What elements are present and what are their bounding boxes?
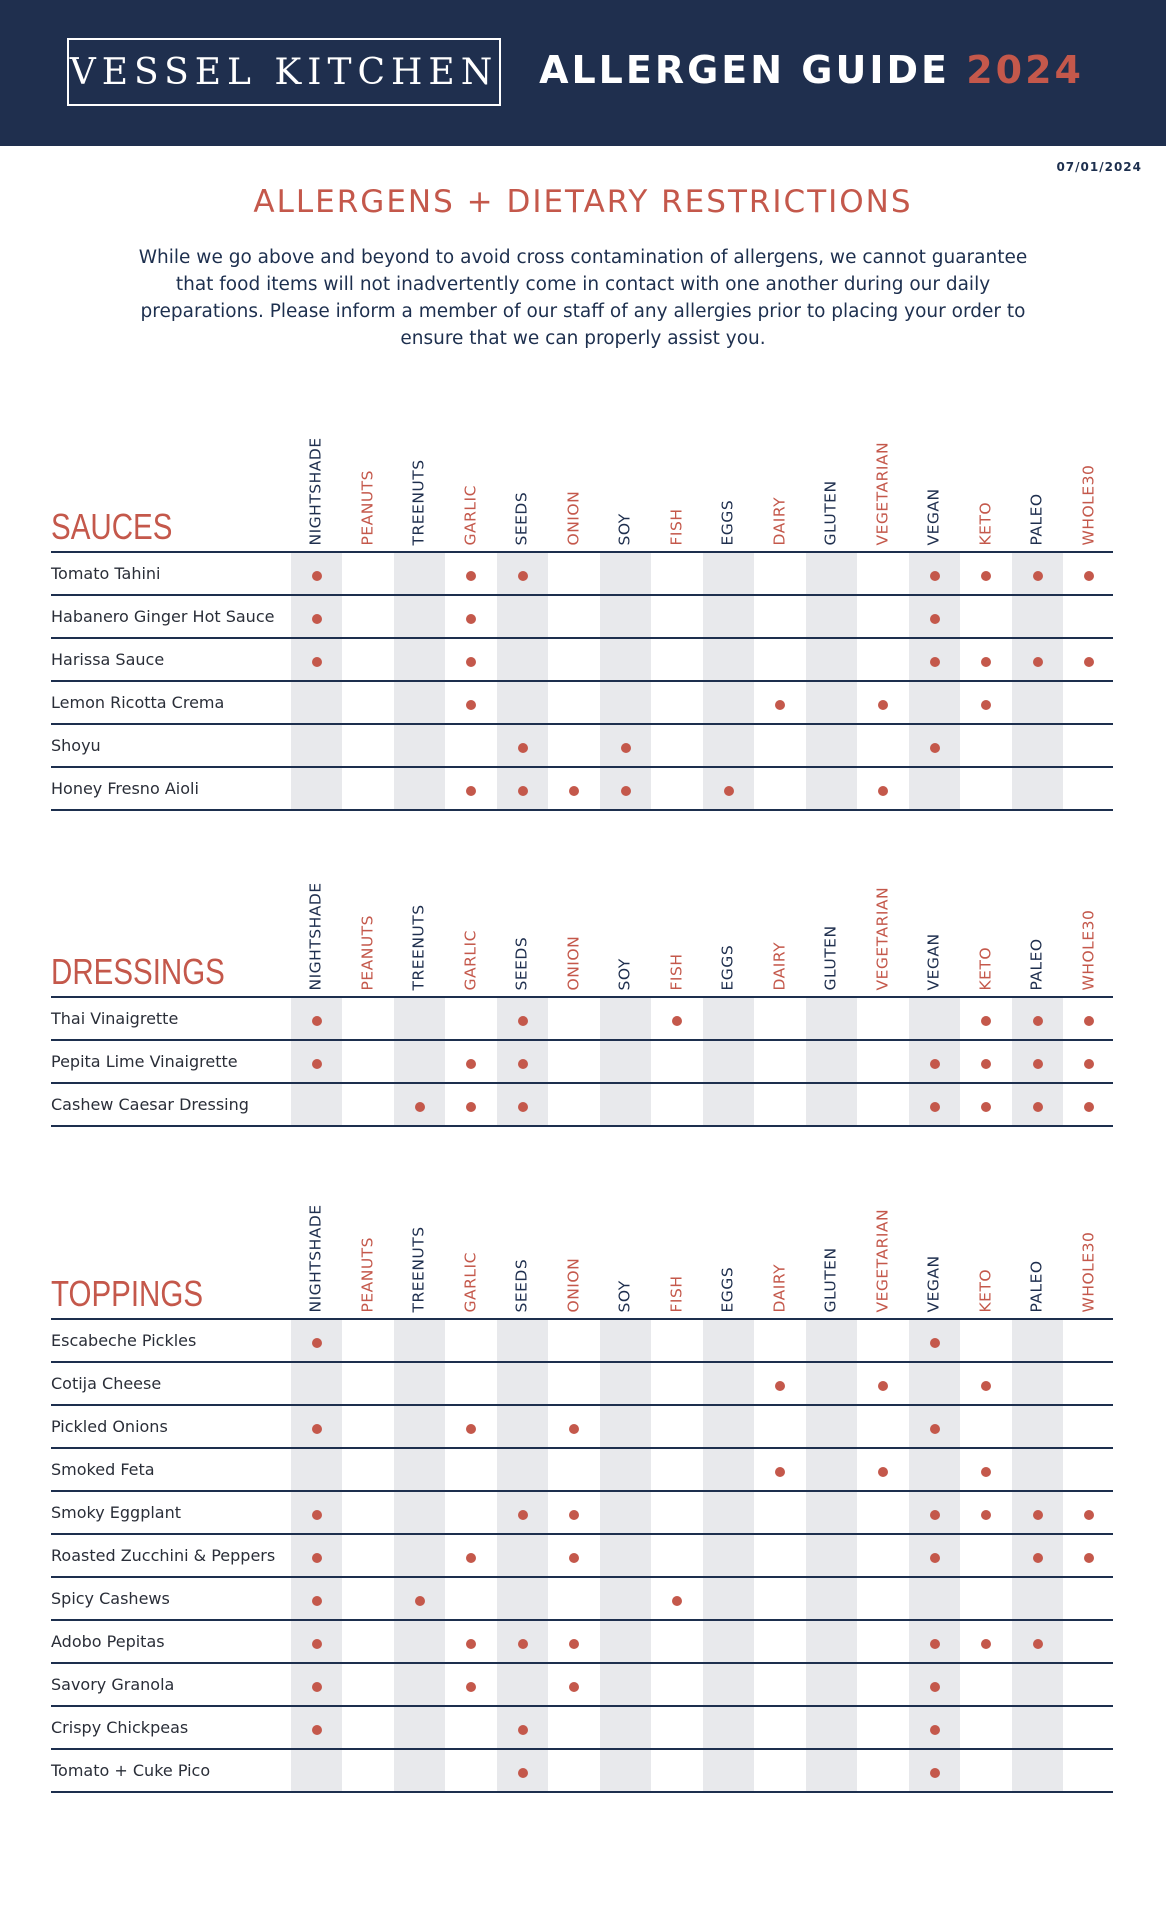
allergen-mark: [312, 1682, 322, 1692]
column-header-label: VEGETARIAN: [873, 1208, 891, 1312]
allergen-mark: [1084, 571, 1094, 581]
column-header-label: KETO: [976, 501, 994, 545]
column-header: [961, 415, 1012, 545]
table-row-label: Escabeche Pickles: [51, 1331, 197, 1350]
allergen-mark: [466, 571, 476, 581]
column-header-label: PALEO: [1027, 937, 1046, 990]
allergen-mark: [1033, 1102, 1043, 1112]
column-band: [806, 1320, 857, 1793]
table-row-label: Savory Granola: [51, 1675, 175, 1694]
column-header-label: KETO: [976, 946, 994, 990]
allergen-mark: [1033, 1510, 1043, 1520]
allergen-mark: [930, 1682, 940, 1692]
column-header: [703, 415, 754, 545]
allergen-mark: [672, 1016, 682, 1026]
column-header: [858, 415, 909, 545]
allergen-mark: [878, 786, 888, 796]
column-header: [446, 860, 497, 990]
column-header-label: GARLIC: [461, 929, 479, 990]
allergen-mark: [466, 657, 476, 667]
column-header: [497, 1182, 548, 1312]
column-header: [909, 860, 960, 990]
column-header: [549, 1182, 600, 1312]
allergen-mark: [466, 700, 476, 710]
intro-paragraph: While we go above and beyond to avoid cross contamination of allergens, we cannot guarantee that food items will not inadvertently come in contact with one another during our daily preparations. Please inform a member of our staff of any allergies prior to placing your order to ensure that we can properly assist you.: [138, 247, 1028, 349]
allergen-mark: [466, 1059, 476, 1069]
allergen-mark: [981, 1639, 991, 1649]
column-header: [446, 415, 497, 545]
table-row-label: Shoyu: [51, 736, 101, 755]
allergen-mark: [930, 1510, 940, 1520]
section-header-rule: [51, 1318, 1113, 1320]
table-row-divider: [51, 1576, 1113, 1578]
column-header: [600, 860, 651, 990]
allergen-mark: [621, 786, 631, 796]
table-row-divider: [51, 1662, 1113, 1664]
column-header: [1012, 1182, 1063, 1312]
column-header: [806, 1182, 857, 1312]
guide-title-text: ALLERGEN GUIDE: [539, 48, 950, 92]
column-header: [549, 860, 600, 990]
column-header: [343, 415, 394, 545]
allergen-mark: [930, 1553, 940, 1563]
table-row-label: Lemon Ricotta Crema: [51, 693, 225, 712]
column-header-label: GLUTEN: [821, 479, 840, 545]
allergen-mark: [930, 1338, 940, 1348]
allergen-mark: [466, 614, 476, 624]
column-band: [600, 1320, 651, 1793]
allergen-mark: [415, 1596, 425, 1606]
allergen-mark: [312, 1059, 322, 1069]
table-row-label: Adobo Pepitas: [51, 1632, 165, 1651]
column-header: [394, 415, 445, 545]
allergen-mark: [466, 786, 476, 796]
column-header-label: WHOLE30: [1079, 909, 1097, 990]
allergen-mark: [930, 1424, 940, 1434]
table-row-divider: [51, 1748, 1113, 1750]
allergen-mark: [775, 1467, 785, 1477]
table-row-divider: [51, 637, 1113, 639]
allergen-mark: [930, 1768, 940, 1778]
column-header-label: PALEO: [1027, 492, 1046, 545]
allergen-mark: [466, 1424, 476, 1434]
allergen-mark: [981, 1016, 991, 1026]
column-band: [497, 553, 548, 811]
column-header-label: SEEDS: [512, 1258, 531, 1312]
brand-logo: VESSEL KITCHEN: [67, 38, 501, 106]
allergen-mark: [878, 1381, 888, 1391]
column-header-label: TREENUTS: [409, 903, 428, 990]
column-header-label: GARLIC: [461, 484, 479, 545]
table-row-label: Harissa Sauce: [51, 650, 165, 669]
table-row-label: Tomato + Cuke Pico: [51, 1761, 211, 1780]
allergen-mark: [518, 1725, 528, 1735]
allergen-mark: [518, 571, 528, 581]
column-header-label: VEGETARIAN: [873, 886, 891, 990]
allergen-mark: [518, 1510, 528, 1520]
table-row-label: Honey Fresno Aioli: [51, 779, 199, 798]
column-header-label: GLUTEN: [821, 1246, 840, 1312]
table-row-label: Crispy Chickpeas: [51, 1718, 189, 1737]
allergen-mark: [1033, 1059, 1043, 1069]
table-row-label: Cotija Cheese: [51, 1374, 162, 1393]
table-row-divider: [51, 1533, 1113, 1535]
allergen-mark: [930, 743, 940, 753]
column-band: [703, 553, 754, 811]
column-header: [343, 1182, 394, 1312]
table-row-divider: [51, 1125, 1113, 1127]
allergen-mark: [569, 1424, 579, 1434]
column-header-label: NIGHTSHADE: [306, 881, 325, 990]
table-row-divider: [51, 766, 1113, 768]
allergen-mark: [569, 1639, 579, 1649]
allergen-mark: [569, 1553, 579, 1563]
allergen-mark: [466, 1553, 476, 1563]
column-header: [394, 860, 445, 990]
column-header: [291, 860, 342, 990]
column-header: [394, 1182, 445, 1312]
allergen-mark: [981, 1102, 991, 1112]
column-header: [806, 860, 857, 990]
table-row-divider: [51, 1791, 1113, 1793]
column-header-label: FISH: [667, 508, 685, 545]
column-header: [909, 1182, 960, 1312]
column-header: [1012, 415, 1063, 545]
column-header-label: VEGETARIAN: [873, 441, 891, 545]
allergen-mark: [312, 1639, 322, 1649]
column-header: [858, 860, 909, 990]
allergen-mark: [518, 1059, 528, 1069]
column-header: [652, 415, 703, 545]
allergen-mark: [1084, 657, 1094, 667]
column-header: [703, 860, 754, 990]
allergen-mark: [518, 743, 528, 753]
column-header: [1064, 860, 1115, 990]
allergen-mark: [981, 1381, 991, 1391]
allergen-mark: [775, 700, 785, 710]
table-row-divider: [51, 594, 1113, 596]
table-row-divider: [51, 1404, 1113, 1406]
column-header-label: EGGS: [718, 499, 737, 545]
allergen-mark: [981, 657, 991, 667]
table-row-divider: [51, 1705, 1113, 1707]
table-row-divider: [51, 809, 1113, 811]
column-header-label: PALEO: [1027, 1259, 1046, 1312]
allergen-mark: [981, 1059, 991, 1069]
allergen-mark: [312, 1424, 322, 1434]
allergen-mark: [981, 1510, 991, 1520]
column-header-label: WHOLE30: [1079, 1231, 1097, 1312]
column-header: [343, 860, 394, 990]
allergen-mark: [930, 657, 940, 667]
column-header-label: NIGHTSHADE: [306, 436, 325, 545]
allergen-mark: [466, 1682, 476, 1692]
allergen-mark: [312, 1510, 322, 1520]
section-title: DRESSINGS: [51, 951, 225, 992]
allergen-mark: [466, 1639, 476, 1649]
column-header: [600, 415, 651, 545]
column-band: [600, 553, 651, 811]
column-header: [961, 1182, 1012, 1312]
allergen-mark: [518, 1102, 528, 1112]
table-row-divider: [51, 723, 1113, 725]
allergen-mark: [312, 1338, 322, 1348]
column-header: [1064, 1182, 1115, 1312]
column-band: [806, 998, 857, 1127]
table-row-label: Tomato Tahini: [51, 564, 161, 583]
table-row-divider: [51, 1082, 1113, 1084]
table-row-label: Pepita Lime Vinaigrette: [51, 1052, 238, 1071]
column-header-label: VEGAN: [924, 487, 943, 545]
allergen-mark: [518, 1016, 528, 1026]
table-row-label: Habanero Ginger Hot Sauce: [51, 607, 275, 626]
column-header: [497, 860, 548, 990]
column-header-label: FISH: [667, 953, 685, 990]
column-header: [600, 1182, 651, 1312]
allergen-mark: [621, 743, 631, 753]
allergen-mark: [1084, 1510, 1094, 1520]
allergen-mark: [930, 1725, 940, 1735]
allergen-mark: [981, 700, 991, 710]
column-header: [291, 415, 342, 545]
allergen-mark: [518, 786, 528, 796]
column-header-label: VEGAN: [924, 932, 943, 990]
allergen-mark: [930, 614, 940, 624]
column-header-label: DAIRY: [770, 941, 788, 990]
column-header-label: SOY: [615, 957, 634, 990]
allergen-mark: [1033, 1553, 1043, 1563]
allergen-mark: [878, 700, 888, 710]
column-band: [497, 1320, 548, 1793]
column-header: [1012, 860, 1063, 990]
page-heading: ALLERGENS + DIETARY RESTRICTIONS: [253, 184, 913, 220]
column-band: [291, 553, 342, 811]
table-row-label: Pickled Onions: [51, 1417, 168, 1436]
column-header-label: GARLIC: [461, 1251, 479, 1312]
allergen-mark: [312, 657, 322, 667]
column-header: [1064, 415, 1115, 545]
table-row-divider: [51, 680, 1113, 682]
column-header-label: PEANUTS: [358, 469, 376, 545]
allergen-mark: [930, 1102, 940, 1112]
allergen-mark: [1084, 1016, 1094, 1026]
section-header-rule: [51, 996, 1113, 998]
column-band: [394, 1320, 445, 1793]
allergen-mark: [518, 1768, 528, 1778]
allergen-mark: [1033, 657, 1043, 667]
column-header: [497, 415, 548, 545]
column-header-label: DAIRY: [770, 496, 788, 545]
column-header-label: TREENUTS: [409, 458, 428, 545]
allergen-mark: [930, 571, 940, 581]
column-header: [909, 415, 960, 545]
allergen-mark: [1033, 1639, 1043, 1649]
column-header: [703, 1182, 754, 1312]
column-header-label: SOY: [615, 512, 634, 545]
column-header-label: SEEDS: [512, 491, 531, 545]
allergen-mark: [415, 1102, 425, 1112]
allergen-mark: [724, 786, 734, 796]
column-header: [858, 1182, 909, 1312]
allergen-mark: [672, 1596, 682, 1606]
column-header-label: ONION: [564, 490, 582, 545]
column-header: [446, 1182, 497, 1312]
table-row-divider: [51, 1619, 1113, 1621]
column-header-label: EGGS: [718, 944, 737, 990]
column-band: [600, 998, 651, 1127]
table-row-label: Smoked Feta: [51, 1460, 155, 1479]
column-header-label: ONION: [564, 935, 582, 990]
allergen-mark: [569, 1510, 579, 1520]
table-row-label: Thai Vinaigrette: [51, 1009, 179, 1028]
section-title: SAUCES: [51, 506, 173, 547]
allergen-mark: [569, 786, 579, 796]
column-header-label: GLUTEN: [821, 924, 840, 990]
issue-date: 07/01/2024: [1056, 160, 1142, 174]
column-band: [703, 998, 754, 1127]
allergen-mark: [1084, 1553, 1094, 1563]
table-row-label: Spicy Cashews: [51, 1589, 170, 1608]
allergen-mark: [981, 1467, 991, 1477]
allergen-mark: [1084, 1059, 1094, 1069]
column-header-label: WHOLE30: [1079, 464, 1097, 545]
table-row-label: Roasted Zucchini & Peppers: [51, 1546, 276, 1565]
allergen-mark: [518, 1639, 528, 1649]
allergen-mark: [1033, 1016, 1043, 1026]
table-row-divider: [51, 1361, 1113, 1363]
column-header-label: NIGHTSHADE: [306, 1203, 325, 1312]
column-band: [806, 553, 857, 811]
column-header: [806, 415, 857, 545]
allergen-mark: [312, 1725, 322, 1735]
allergen-mark: [1084, 1102, 1094, 1112]
column-header-label: EGGS: [718, 1266, 737, 1312]
column-band: [394, 553, 445, 811]
column-header-label: KETO: [976, 1268, 994, 1312]
allergen-mark: [930, 1059, 940, 1069]
allergen-mark: [312, 1596, 322, 1606]
column-header-label: DAIRY: [770, 1263, 788, 1312]
column-header: [652, 1182, 703, 1312]
column-header: [755, 860, 806, 990]
table-row-divider: [51, 1447, 1113, 1449]
guide-year: 2024: [966, 48, 1084, 92]
allergen-mark: [312, 1553, 322, 1563]
column-header: [291, 1182, 342, 1312]
column-band: [909, 553, 960, 811]
column-band: [703, 1320, 754, 1793]
allergen-mark: [312, 1016, 322, 1026]
table-row-label: Cashew Caesar Dressing: [51, 1095, 249, 1114]
allergen-mark: [312, 571, 322, 581]
column-header-label: SEEDS: [512, 936, 531, 990]
allergen-mark: [981, 571, 991, 581]
column-header: [961, 860, 1012, 990]
allergen-mark: [775, 1381, 785, 1391]
column-header-label: PEANUTS: [358, 914, 376, 990]
table-row-divider: [51, 1490, 1113, 1492]
column-header: [755, 1182, 806, 1312]
column-header: [755, 415, 806, 545]
column-header-label: FISH: [667, 1275, 685, 1312]
column-header-label: TREENUTS: [409, 1225, 428, 1312]
column-header-label: VEGAN: [924, 1254, 943, 1312]
column-header: [549, 415, 600, 545]
table-row-label: Smoky Eggplant: [51, 1503, 182, 1522]
allergen-mark: [1033, 571, 1043, 581]
table-row-divider: [51, 1039, 1113, 1041]
allergen-mark: [930, 1639, 940, 1649]
column-header: [652, 860, 703, 990]
column-header-label: PEANUTS: [358, 1236, 376, 1312]
section-header-rule: [51, 551, 1113, 553]
allergen-mark: [312, 614, 322, 624]
column-header-label: SOY: [615, 1279, 634, 1312]
allergen-mark: [466, 1102, 476, 1112]
column-header-label: ONION: [564, 1257, 582, 1312]
column-band: [1012, 553, 1063, 811]
allergen-mark: [569, 1682, 579, 1692]
section-title: TOPPINGS: [51, 1273, 204, 1314]
allergen-mark: [878, 1467, 888, 1477]
